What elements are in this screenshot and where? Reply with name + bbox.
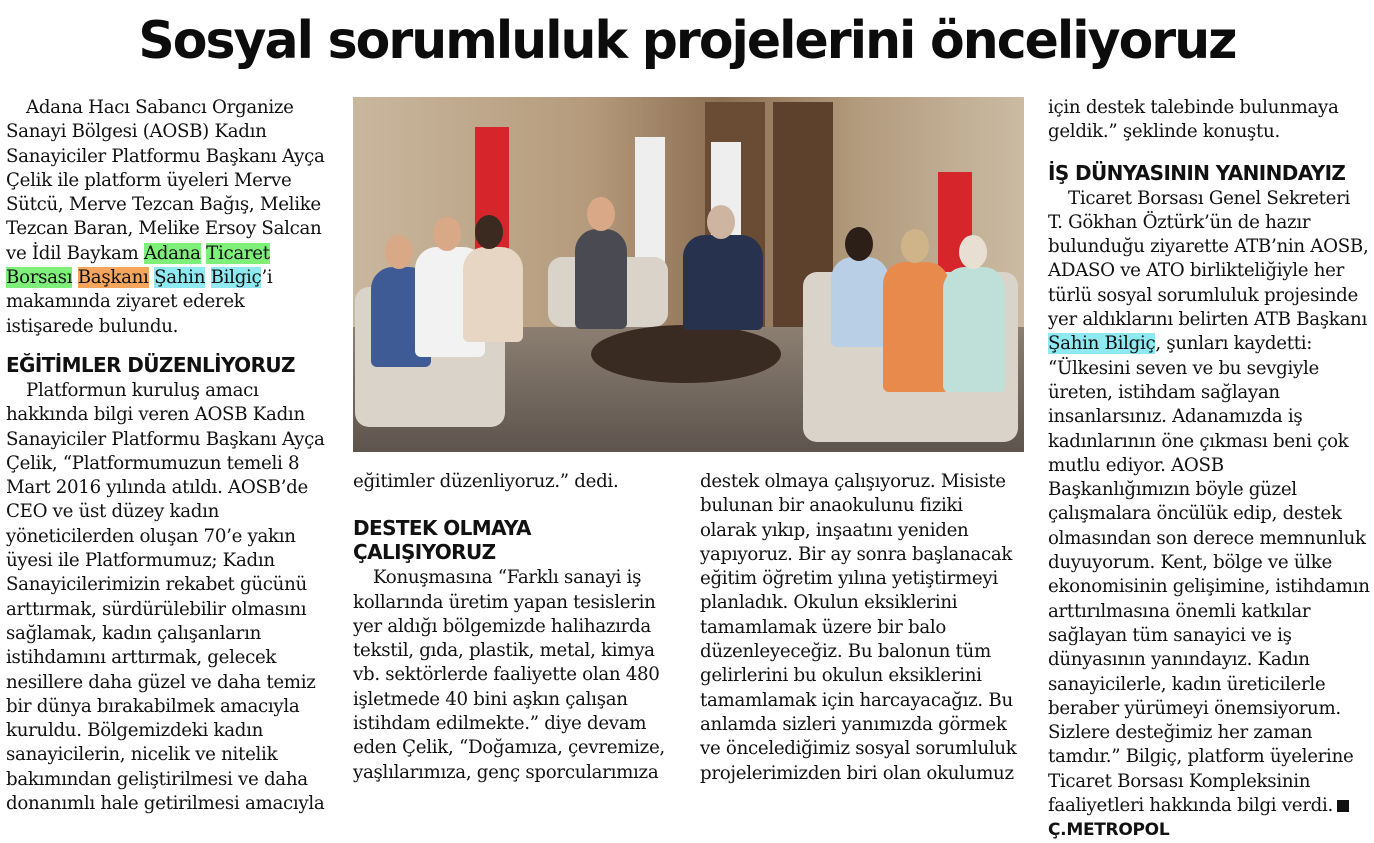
highlight-baskani: Başkanı	[77, 267, 149, 289]
person-head	[587, 197, 615, 231]
highlight-ticaret: Ticaret	[206, 242, 270, 264]
source-credit: Ç.METROPOL	[1048, 820, 1170, 841]
column-3	[700, 470, 1022, 786]
column-4	[1048, 96, 1370, 843]
person	[463, 247, 523, 342]
news-photo	[353, 97, 1024, 452]
body-paragraph: Konuşmasına “Farklı sanayi iş kollarında üretim yapan tesislerin yer aldığı bölgemizde halihazırda tekstil, gıda, plastik, metal, kimya vb. sektörlerde faaliyette olan 480 işletmede 40 bini aşkın çalışan istihdam edilmekte.” diye devam eden Çelik, “Doğamıza, çevremize, yaşlılarımıza, genç sporcularımıza	[353, 567, 665, 783]
body-paragraph: destek olmaya çalışıyoruz. Misiste bulunan bir anaokulunu fiziki olarak yıkıp, inşaatını yeniden yapıyoruz. Bir ay sonra başlanacak eğitim öğretim yılına yetiştirmeyi planladık. Okulun eksiklerini tamamlamak üzere bir balo düzenleyeceğiz. Bu balonun tüm gelirlerini bu okulun eksiklerini tamamlamak için harcayacağız. Bu anlamda sizleri yanımızda görmek ve öncelediğimiz sosyal sorumluluk projelerimizden biri olan okulumuz	[700, 471, 1017, 784]
continued-text: eğitimler düzenliyoruz.” dedi.	[353, 471, 619, 492]
continued-text: için destek talebinde bulunmaya geldik.” şeklinde konuştu.	[1048, 97, 1339, 143]
person	[943, 267, 1005, 392]
person-head	[959, 235, 987, 269]
coffee-table	[591, 325, 781, 383]
highlight-sahin-bilgic: Şahin Bilgiç	[1048, 333, 1156, 355]
column-1	[6, 96, 328, 816]
headline: Sosyal sorumluluk projelerini önceliyoruz	[138, 11, 1236, 71]
subheading-is-dunyasi: İŞ DÜNYASININ YANINDAYIZ	[1048, 160, 1346, 185]
subheading-egitimler: EĞİTİMLER DÜZENLİYORUZ	[6, 352, 295, 377]
subheading-destek: DESTEK OLMAYA ÇALIŞIYORUZ	[353, 516, 531, 565]
flag-white	[635, 137, 665, 277]
highlight-adana: Adana	[143, 242, 201, 264]
body-paragraph: Platformun kuruluş amacı hakkında bilgi veren AOSB Kadın Sanayiciler Platformu Başkanı Ayça Çelik, “Platformumuzun temeli 8 Mart 2016 yılında atıldı. AOSB’de CEO ve üst düzey kadın yöneticilerden oluşan 70’e yakın üyesi ile Platformumuz; Kadın Sanayicilerimizin rekabet gücünü arttırmak, sürdürülebilir olmasını sağlamak, kadın çalışanların istihdamını arttırmak, gelecek nesillere daha güzel ve daha temiz bir dünya bırakabilmek amacıyla kuruldu. Bölgemizdeki kadın sanayicilerin, nicelik ve nitelik bakımından geliştirilmesi ve daha donanımlı hale getirilmesi amacıyla	[6, 379, 325, 815]
highlight-sahin: Şahin	[154, 267, 206, 289]
highlight-bilgic: Bilgiç	[210, 267, 262, 289]
person	[575, 229, 627, 329]
person	[683, 235, 763, 330]
highlight-borsasi: Borsası	[6, 267, 73, 289]
body-paragraph: Ticaret Borsası Genel Sekreteri T. Gökhan Öztürk’ün de hazır bulunduğu ziyarette ATB’nin AOSB, ADASO ve ATO birlikteliğiyle her türlü sosyal sorumluluk projesinde yer aldıklarını belirten ATB Başkanı Şahin Bilgiç, şunları kaydetti: “Ülkesini seven ve bu sevgiyle üreten, istihdam sağlayan insanlarsınız. Adanamızda iş kadınlarının öne çıkması beni çok mutlu ediyor. AOSB Başkanlığımızın böyle güzel çalışmalara öncülük edip, destek olmasından son derece memnunluk duyuyorum. Kent, bölge ve ülke ekonomisinin gelişimine, istihdamın arttırılmasına önemli katkılar sağlayan tüm sanayici ve iş dünyasının yanındayız. Kadın sanayicilerle, kadın üreticilerle beraber yürümeyi önemsiyorum. Sizlere desteğimiz her zaman tamdır.” Bilgiç, platform üyelerine Ticaret Borsası Kompleksinin faaliyetleri hakkında bilgi verdi.Ç.METROPOL	[1048, 187, 1370, 841]
person	[831, 257, 889, 347]
person-head	[707, 205, 735, 239]
end-square-icon	[1337, 800, 1349, 812]
person-head	[385, 235, 413, 269]
person-head	[433, 217, 461, 251]
person-head	[475, 215, 503, 249]
intro-paragraph: Adana Hacı Sabancı Organize Sanayi Bölgesi (AOSB) Kadın Sanayiciler Platformu Başkanı Ayça Çelik ile platform üyeleri Merve Sütcü, Merve Tezcan Bağış, Melike Tezcan Baran, Melike Ersoy Salcan ve İdil Baykam Adana Ticaret Borsası Başkanı Şahin Bilgiç’i makamında ziyaret ederek istişarede bulundu.	[6, 97, 325, 337]
person-head	[845, 227, 873, 261]
column-2	[353, 470, 675, 785]
person-head	[901, 229, 929, 263]
person	[883, 262, 949, 392]
